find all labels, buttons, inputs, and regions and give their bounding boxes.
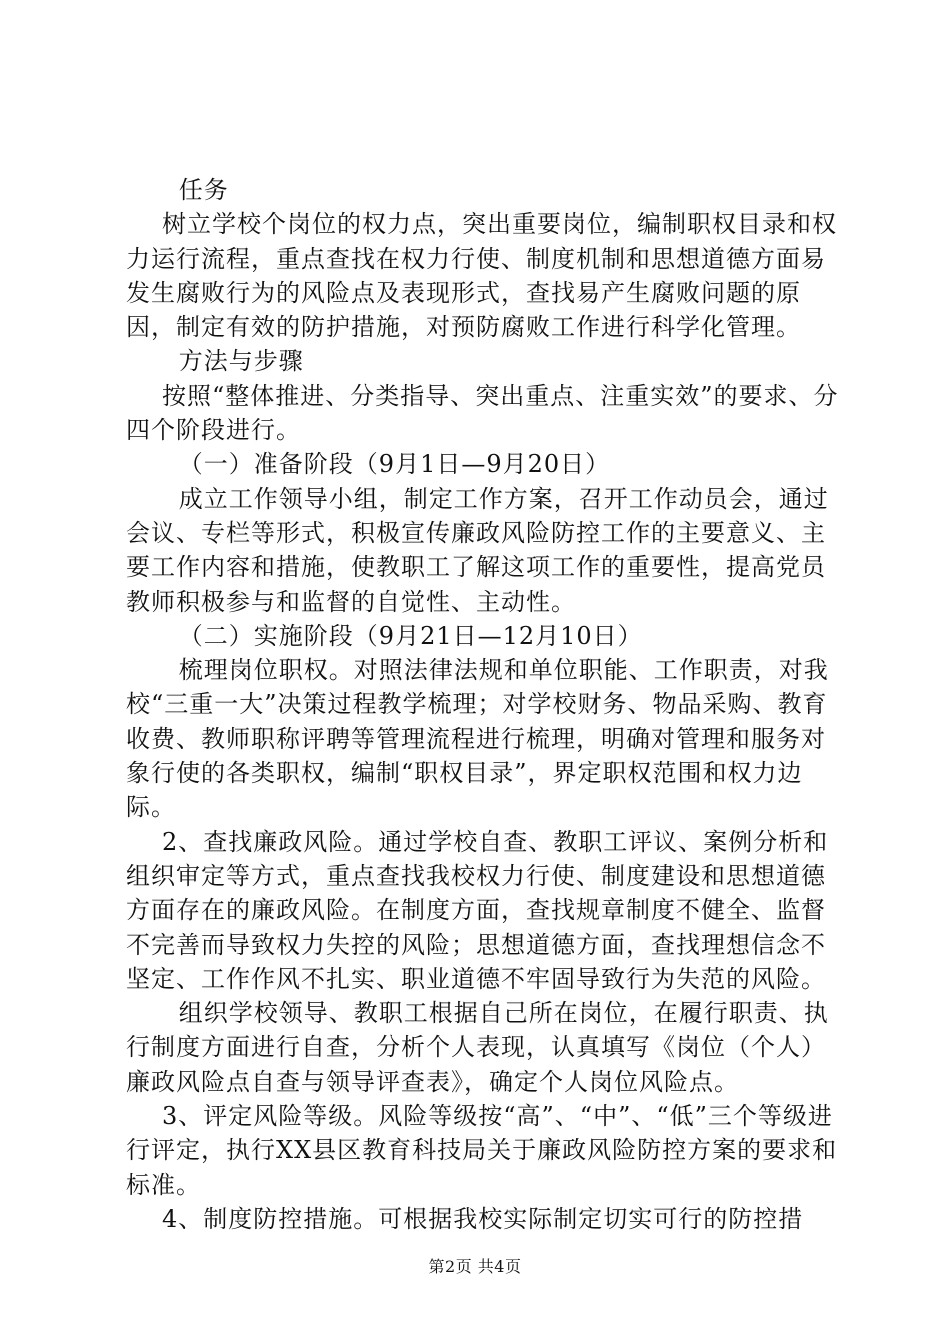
paragraph-risk-levels: 3、评定风险等级。风险等级按“高”、“中”、“低”三个等级进行评定，执行XX县区教育科技局关于廉政风险防控方案的要求和标准。 xyxy=(126,1102,838,1199)
paragraph-self-check: 组织学校领导、教职工根据自己所在岗位，在履行职责、执行制度方面进行自查，分析个人表现，认真填写《岗位（个人）廉政风险点自查与领导评查表》，确定个人岗位风险点。 xyxy=(126,999,829,1096)
paragraph-find-risks: 2、查找廉政风险。通过学校自查、教职工评议、案例分析和组织审定等方式，重点查找我校权力行使、制度建设和思想道德方面存在的廉政风险。在制度方面，查找规章制度不健全、监督不完善而导致权力失控的风险；思想道德方面，查找理想信念不坚定、工作作风不扎实、职业道德不牢固导致行为失范的风险。 xyxy=(126,827,829,993)
paragraph-task-body: 树立学校个岗位的权力点，突出重要岗位，编制职权目录和权力运行流程，重点查找在权力行使、制度机制和思想道德方面易发生腐败行为的风险点及表现形式，查找易产生腐败问题的原因，制定有效的防护措施，对预防腐败工作进行科学化管理。 xyxy=(126,210,837,342)
document-body xyxy=(126,173,841,1236)
paragraph-preparation: 成立工作领导小组，制定工作方案，召开工作动员会，通过会议、专栏等形式，积极宣传廉政风险防控工作的主要意义、主要工作内容和措施，使教职工了解这项工作的重要性，提高党员教师积极参与和监督的自觉性、主动性。 xyxy=(126,484,829,616)
stage-heading-implementation: （二）实施阶段（9月21日—12月10日） xyxy=(178,621,643,650)
paragraph-control-measures: 4、制度防控措施。可根据我校实际制定切实可行的防控措 xyxy=(162,1204,804,1233)
paragraph-sort-duties: 梳理岗位职权。对照法律法规和单位职能、工作职责，对我校“三重一大”决策过程教学梳理；对学校财务、物品采购、教育收费、教师职称评聘等管理流程进行梳理，明确对管理和服务对象行使的各类职权，编制“职权目录”，界定职权范围和权力边际。 xyxy=(126,656,829,822)
stage-heading-preparation: （一）准备阶段（9月1日—9月20日） xyxy=(178,450,611,479)
section-heading-task: 任务 xyxy=(178,176,229,204)
section-heading-methods: 方法与步骤 xyxy=(178,347,304,376)
page-footer: 第2页 共4页 xyxy=(428,1257,522,1276)
paragraph-methods-intro: 按照“整体推进、分类指导、突出重点、注重实效”的要求、分四个阶段进行。 xyxy=(126,381,839,445)
